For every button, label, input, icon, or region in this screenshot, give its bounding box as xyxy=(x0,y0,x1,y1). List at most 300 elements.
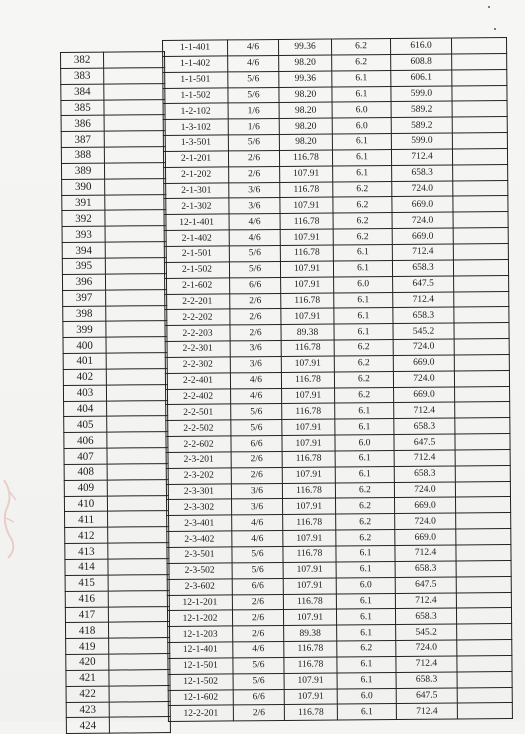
empty-cell xyxy=(455,386,510,402)
empty-cell xyxy=(452,148,507,164)
index-number: 414 xyxy=(65,559,108,575)
amount-cell: 658.3 xyxy=(395,608,456,624)
floor-cell: 5/6 xyxy=(228,71,279,87)
index-blank-cell xyxy=(105,226,166,242)
index-number: 411 xyxy=(65,512,108,528)
index-blank-cell xyxy=(109,669,170,685)
unit-id-cell: 12-1-401 xyxy=(164,214,229,230)
index-row xyxy=(66,717,170,734)
index-number: 410 xyxy=(64,496,107,512)
table-row xyxy=(168,703,512,722)
index-row xyxy=(63,353,167,370)
amount-cell: 545.2 xyxy=(396,624,457,640)
rate-cell: 6.1 xyxy=(332,134,391,150)
amount-cell: 724.0 xyxy=(393,339,454,355)
index-blank-cell xyxy=(109,638,170,654)
index-number: 405 xyxy=(64,417,107,433)
index-row xyxy=(62,226,166,243)
area-cell: 107.91 xyxy=(283,578,336,594)
index-blank-cell xyxy=(108,574,169,590)
area-cell: 116.78 xyxy=(283,546,336,562)
amount-cell: 712.4 xyxy=(395,592,456,608)
unit-id-cell: 2-1-501 xyxy=(164,246,229,262)
index-number: 388 xyxy=(61,147,104,163)
index-row xyxy=(66,638,170,655)
rate-cell: 6.1 xyxy=(335,466,394,482)
index-blank-cell xyxy=(106,337,167,353)
index-blank-cell xyxy=(108,559,169,575)
empty-cell xyxy=(456,576,511,592)
unit-id-cell: 2-2-402 xyxy=(166,388,231,404)
index-number: 393 xyxy=(62,226,105,242)
index-number: 398 xyxy=(63,306,106,322)
empty-cell xyxy=(454,354,509,370)
index-number: 420 xyxy=(66,654,109,670)
rate-cell: 6.0 xyxy=(336,577,395,593)
unit-id-cell: 2-2-501 xyxy=(166,404,231,420)
unit-id-cell: 2-2-302 xyxy=(165,357,230,373)
floor-cell: 4/6 xyxy=(233,642,284,658)
empty-cell xyxy=(456,497,511,513)
floor-cell: 5/6 xyxy=(233,673,284,689)
amount-cell: 658.3 xyxy=(394,466,455,482)
index-number: 391 xyxy=(62,195,105,211)
index-row xyxy=(61,162,165,179)
index-row xyxy=(61,131,165,148)
floor-cell: 6/6 xyxy=(230,277,281,293)
index-number: 413 xyxy=(65,543,108,559)
index-blank-cell xyxy=(105,210,166,226)
index-row xyxy=(63,321,167,338)
rate-cell: 6.2 xyxy=(335,482,394,498)
index-number: 394 xyxy=(62,242,105,258)
floor-cell: 5/6 xyxy=(233,657,284,673)
amount-cell: 669.0 xyxy=(392,228,453,244)
empty-cell xyxy=(452,117,507,133)
floor-cell: 4/6 xyxy=(228,55,279,71)
rate-cell: 6.2 xyxy=(331,39,390,55)
empty-cell xyxy=(457,655,512,671)
floor-cell: 2/6 xyxy=(232,594,283,610)
area-cell: 89.38 xyxy=(281,324,334,340)
rate-cell: 6.1 xyxy=(332,86,391,102)
amount-cell: 658.3 xyxy=(394,418,455,434)
area-cell: 116.78 xyxy=(283,594,336,610)
rate-cell: 6.2 xyxy=(335,387,394,403)
floor-cell: 5/6 xyxy=(231,420,282,436)
index-number: 408 xyxy=(64,464,107,480)
area-cell: 116.78 xyxy=(283,514,336,530)
floor-cell: 2/6 xyxy=(230,293,281,309)
rate-cell: 6.1 xyxy=(333,244,392,260)
index-row xyxy=(65,606,169,623)
empty-cell xyxy=(456,592,511,608)
empty-cell xyxy=(451,37,506,53)
empty-cell xyxy=(455,402,510,418)
area-cell: 107.91 xyxy=(282,388,335,404)
unit-id-cell: 12-1-602 xyxy=(168,689,233,705)
amount-cell: 658.3 xyxy=(395,561,456,577)
rate-cell: 6.0 xyxy=(334,276,393,292)
rate-cell: 6.1 xyxy=(332,149,391,165)
empty-cell xyxy=(456,529,511,545)
amount-cell: 647.5 xyxy=(396,688,457,704)
index-row xyxy=(66,654,170,671)
index-number: 390 xyxy=(62,179,105,195)
rate-cell: 6.1 xyxy=(336,593,395,609)
area-cell: 98.20 xyxy=(279,55,332,71)
empty-cell xyxy=(454,370,509,386)
empty-cell xyxy=(455,434,510,450)
index-blank-cell xyxy=(108,590,169,606)
index-row xyxy=(62,242,166,259)
index-blank-cell xyxy=(107,400,168,416)
unit-id-cell: 2-3-301 xyxy=(166,484,231,500)
index-row xyxy=(62,194,166,211)
index-number: 409 xyxy=(64,480,107,496)
index-number: 402 xyxy=(63,369,106,385)
floor-cell: 3/6 xyxy=(230,341,281,357)
amount-cell: 658.3 xyxy=(392,260,453,276)
index-number: 396 xyxy=(62,274,105,290)
index-blank-cell xyxy=(108,543,169,559)
floor-cell: 2/6 xyxy=(233,626,284,642)
index-blank-cell xyxy=(107,448,168,464)
area-cell: 107.91 xyxy=(282,419,335,435)
floor-cell: 2/6 xyxy=(228,150,279,166)
index-blank-cell xyxy=(107,495,168,511)
index-number: 421 xyxy=(66,670,109,686)
amount-cell: 712.4 xyxy=(396,703,457,719)
rate-cell: 6.2 xyxy=(332,54,391,70)
unit-data-table xyxy=(162,37,513,722)
unit-id-cell: 2-3-201 xyxy=(166,452,231,468)
empty-cell xyxy=(456,608,511,624)
index-number: 419 xyxy=(66,638,109,654)
empty-cell xyxy=(456,560,511,576)
index-number: 423 xyxy=(66,702,109,718)
area-cell: 116.78 xyxy=(281,372,334,388)
index-number: 386 xyxy=(61,115,104,131)
index-blank-cell xyxy=(106,305,167,321)
stamp-fragment-icon xyxy=(0,470,22,560)
index-blank-cell xyxy=(104,83,165,99)
unit-id-cell: 2-1-602 xyxy=(165,278,230,294)
area-cell: 107.91 xyxy=(283,562,336,578)
rate-cell: 6.1 xyxy=(334,292,393,308)
index-number: 399 xyxy=(63,321,106,337)
floor-cell: 1/6 xyxy=(228,119,279,135)
area-cell: 107.91 xyxy=(280,229,333,245)
index-row xyxy=(64,479,168,496)
index-row xyxy=(64,464,168,481)
area-cell: 89.38 xyxy=(284,625,337,641)
unit-id-cell: 12-1-401 xyxy=(168,642,233,658)
floor-cell: 2/6 xyxy=(233,705,284,721)
unit-id-cell: 2-2-203 xyxy=(165,325,230,341)
unit-id-cell: 12-1-203 xyxy=(168,626,233,642)
index-blank-cell xyxy=(106,289,167,305)
amount-cell: 724.0 xyxy=(392,181,453,197)
area-cell: 99.36 xyxy=(278,39,331,55)
speck-mark xyxy=(488,6,490,8)
area-cell: 107.91 xyxy=(281,356,334,372)
floor-cell: 2/6 xyxy=(230,325,281,341)
index-row xyxy=(65,527,169,544)
index-number: 392 xyxy=(62,211,105,227)
unit-id-cell: 2-3-501 xyxy=(167,547,232,563)
index-row xyxy=(63,289,167,306)
amount-cell: 724.0 xyxy=(392,212,453,228)
floor-cell: 5/6 xyxy=(232,562,283,578)
area-cell: 98.20 xyxy=(279,118,332,134)
unit-id-cell: 1-3-501 xyxy=(163,135,228,151)
amount-cell: 712.4 xyxy=(391,149,452,165)
index-blank-cell xyxy=(104,115,165,131)
index-number: 383 xyxy=(61,68,104,84)
amount-cell: 647.5 xyxy=(395,577,456,593)
empty-cell xyxy=(453,180,508,196)
floor-cell: 3/6 xyxy=(229,198,280,214)
area-cell: 116.78 xyxy=(281,340,334,356)
area-cell: 107.91 xyxy=(280,197,333,213)
index-blank-cell xyxy=(104,162,165,178)
speck-mark xyxy=(494,28,496,30)
index-number: 400 xyxy=(63,337,106,353)
rate-cell: 6.1 xyxy=(336,561,395,577)
rate-cell: 6.2 xyxy=(336,498,395,514)
rate-cell: 6.2 xyxy=(337,641,396,657)
unit-id-cell: 2-3-502 xyxy=(167,563,232,579)
area-cell: 107.91 xyxy=(280,261,333,277)
amount-cell: 589.2 xyxy=(391,117,452,133)
index-row xyxy=(62,210,166,227)
amount-cell: 712.4 xyxy=(393,291,454,307)
empty-cell xyxy=(454,339,509,355)
empty-cell xyxy=(456,544,511,560)
index-row xyxy=(61,83,165,100)
index-blank-cell xyxy=(107,432,168,448)
floor-cell: 3/6 xyxy=(232,499,283,515)
amount-cell: 712.4 xyxy=(394,402,455,418)
area-cell: 116.78 xyxy=(284,657,337,673)
unit-id-cell: 2-1-202 xyxy=(164,167,229,183)
empty-cell xyxy=(453,259,508,275)
unit-id-cell: 2-3-402 xyxy=(167,531,232,547)
amount-cell: 712.4 xyxy=(392,244,453,260)
index-row xyxy=(65,590,169,607)
empty-cell xyxy=(455,481,510,497)
index-row xyxy=(65,511,169,528)
empty-cell xyxy=(452,53,507,69)
index-row xyxy=(64,432,168,449)
rate-cell: 6.0 xyxy=(332,102,391,118)
area-cell: 98.20 xyxy=(279,134,332,150)
amount-cell: 669.0 xyxy=(395,497,456,513)
rate-cell: 6.2 xyxy=(336,530,395,546)
area-cell: 116.78 xyxy=(282,483,335,499)
unit-id-cell: 2-3-401 xyxy=(167,515,232,531)
empty-cell xyxy=(453,164,508,180)
empty-cell xyxy=(455,418,510,434)
index-row xyxy=(63,384,167,401)
rate-cell: 6.2 xyxy=(333,197,392,213)
rate-cell: 6.0 xyxy=(332,118,391,134)
empty-cell xyxy=(454,291,509,307)
rate-cell: 6.1 xyxy=(337,672,396,688)
index-blank-cell xyxy=(108,606,169,622)
unit-id-cell: 12-1-502 xyxy=(168,674,233,690)
index-blank-cell xyxy=(107,464,168,480)
index-number: 407 xyxy=(64,448,107,464)
unit-id-cell: 12-1-501 xyxy=(168,658,233,674)
index-blank-cell xyxy=(108,511,169,527)
index-row xyxy=(63,305,167,322)
amount-cell: 616.0 xyxy=(390,38,451,54)
index-blank-cell xyxy=(105,242,166,258)
index-number: 389 xyxy=(61,163,104,179)
empty-cell xyxy=(456,513,511,529)
floor-cell: 6/6 xyxy=(232,578,283,594)
floor-cell: 4/6 xyxy=(232,515,283,531)
empty-cell xyxy=(452,101,507,117)
floor-cell: 5/6 xyxy=(228,135,279,151)
area-cell: 107.91 xyxy=(284,673,337,689)
area-cell: 107.91 xyxy=(283,609,336,625)
index-row xyxy=(65,543,169,560)
unit-id-cell: 2-1-402 xyxy=(164,230,229,246)
empty-cell xyxy=(453,212,508,228)
index-row xyxy=(62,178,166,195)
unit-id-cell: 2-2-301 xyxy=(165,341,230,357)
index-blank-cell xyxy=(106,368,167,384)
index-number: 422 xyxy=(66,686,109,702)
amount-cell: 712.4 xyxy=(395,545,456,561)
floor-cell: 2/6 xyxy=(231,467,282,483)
index-number: 387 xyxy=(61,131,104,147)
index-number: 415 xyxy=(65,575,108,591)
amount-cell: 658.3 xyxy=(392,165,453,181)
index-row xyxy=(66,669,170,686)
rate-cell: 6.1 xyxy=(334,308,393,324)
index-row xyxy=(63,337,167,354)
unit-id-cell: 2-2-202 xyxy=(165,309,230,325)
index-number: 416 xyxy=(65,591,108,607)
rate-cell: 6.2 xyxy=(334,355,393,371)
rate-cell: 6.1 xyxy=(336,609,395,625)
index-number: 417 xyxy=(65,607,108,623)
index-blank-cell xyxy=(105,178,166,194)
index-number: 418 xyxy=(65,622,108,638)
rate-cell: 6.2 xyxy=(333,229,392,245)
amount-cell: 606.1 xyxy=(391,70,452,86)
unit-id-cell: 2-2-401 xyxy=(165,373,230,389)
index-blank-cell xyxy=(104,131,165,147)
floor-cell: 6/6 xyxy=(231,436,282,452)
area-cell: 116.78 xyxy=(281,293,334,309)
area-cell: 116.78 xyxy=(284,641,337,657)
index-blank-cell xyxy=(108,622,169,638)
unit-id-cell: 2-3-602 xyxy=(167,579,232,595)
index-number: 424 xyxy=(66,718,109,734)
unit-id-cell: 2-3-202 xyxy=(166,468,231,484)
index-blank-cell xyxy=(106,353,167,369)
index-row xyxy=(61,67,165,84)
rate-cell: 6.1 xyxy=(333,165,392,181)
area-cell: 107.91 xyxy=(281,277,334,293)
amount-cell: 669.0 xyxy=(393,355,454,371)
index-number: 403 xyxy=(63,385,106,401)
floor-cell: 5/6 xyxy=(231,404,282,420)
amount-cell: 724.0 xyxy=(396,640,457,656)
index-number: 384 xyxy=(61,84,104,100)
rate-cell: 6.1 xyxy=(337,656,396,672)
floor-cell: 5/6 xyxy=(232,546,283,562)
rate-cell: 6.2 xyxy=(333,213,392,229)
empty-cell xyxy=(454,323,509,339)
index-blank-cell xyxy=(109,654,170,670)
amount-cell: 658.3 xyxy=(393,307,454,323)
unit-id-cell: 1-1-402 xyxy=(163,56,228,72)
floor-cell: 4/6 xyxy=(229,214,280,230)
index-blank-cell xyxy=(105,273,166,289)
index-table xyxy=(60,51,171,734)
index-row xyxy=(66,701,170,718)
index-number: 412 xyxy=(65,527,108,543)
index-blank-cell xyxy=(107,416,168,432)
area-cell: 116.78 xyxy=(280,213,333,229)
amount-cell: 669.0 xyxy=(392,196,453,212)
rate-cell: 6.1 xyxy=(336,545,395,561)
rate-cell: 6.2 xyxy=(333,181,392,197)
index-row xyxy=(64,448,168,465)
empty-cell xyxy=(457,671,512,687)
index-number: 406 xyxy=(64,432,107,448)
area-cell: 116.78 xyxy=(279,150,332,166)
index-number: 401 xyxy=(63,353,106,369)
index-blank-cell xyxy=(106,384,167,400)
index-blank-cell xyxy=(109,685,170,701)
index-row xyxy=(65,559,169,576)
unit-id-cell: 1-2-102 xyxy=(163,103,228,119)
unit-id-cell: 1-1-401 xyxy=(163,40,228,56)
area-cell: 107.91 xyxy=(281,308,334,324)
empty-cell xyxy=(453,228,508,244)
floor-cell: 3/6 xyxy=(230,356,281,372)
index-blank-cell xyxy=(104,52,165,68)
area-cell: 116.78 xyxy=(280,245,333,261)
area-cell: 107.91 xyxy=(283,498,336,514)
empty-cell xyxy=(452,69,507,85)
rate-cell: 6.2 xyxy=(334,371,393,387)
amount-cell: 669.0 xyxy=(394,387,455,403)
unit-id-cell: 2-2-602 xyxy=(166,436,231,452)
rate-cell: 6.1 xyxy=(337,704,396,720)
floor-cell: 3/6 xyxy=(229,182,280,198)
empty-cell xyxy=(457,687,512,703)
index-row xyxy=(63,368,167,385)
empty-cell xyxy=(454,307,509,323)
unit-id-cell: 2-1-201 xyxy=(163,151,228,167)
rate-cell: 6.2 xyxy=(336,514,395,530)
rate-cell: 6.1 xyxy=(334,324,393,340)
empty-cell xyxy=(455,449,510,465)
empty-cell xyxy=(454,275,509,291)
area-cell: 99.36 xyxy=(279,71,332,87)
unit-id-cell: 12-1-202 xyxy=(167,610,232,626)
floor-cell: 4/6 xyxy=(229,230,280,246)
index-row xyxy=(65,622,169,639)
